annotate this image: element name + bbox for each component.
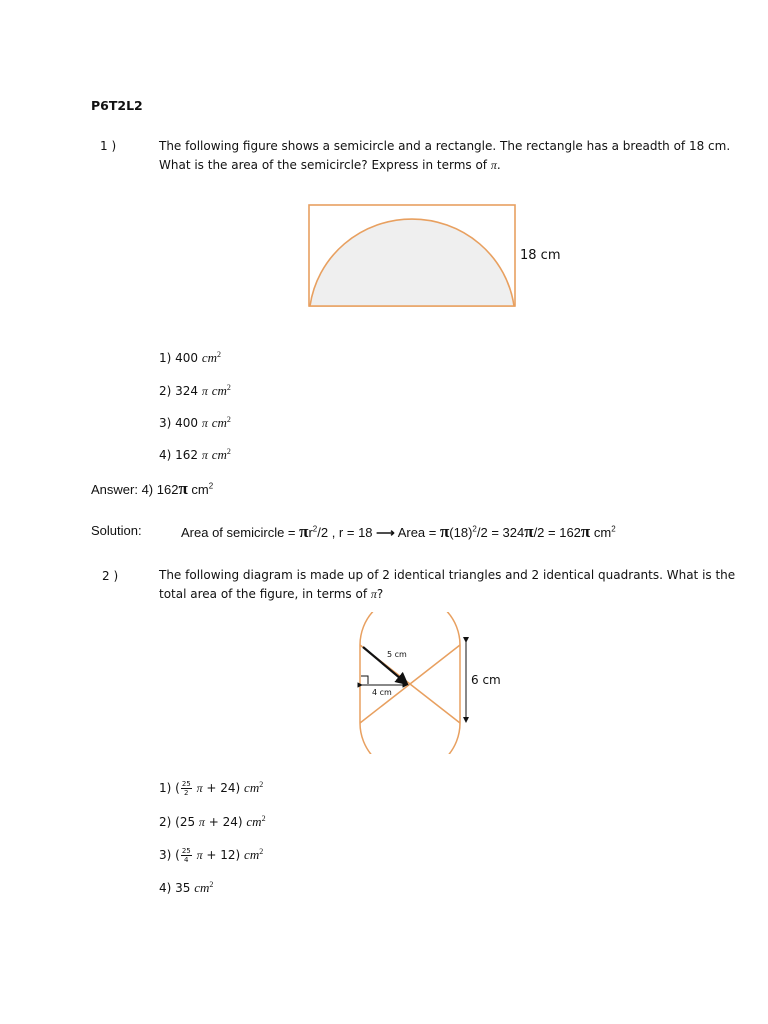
q1-option-3[interactable]: 3) 400 π $cm^2$ [159,415,231,430]
solution-label: Solution: [91,523,142,538]
question-2-text-line-1: The following diagram is made up of 2 identical triangles and 2 identical quadrants. What is the [159,568,736,582]
q2-option-4[interactable]: 4) 35 $cm^2$ [159,880,214,895]
height-label: 6 cm [471,673,501,687]
q2-option-3[interactable]: 3) ( $\frac{25}{4}$ π + 12) $cm^2$ [159,847,264,864]
quadrants-triangles-figure [350,612,510,754]
q2-option-1[interactable]: 1) ( $\frac{25}{2}$ π + 24) $cm^2$ [159,780,264,797]
q1-option-4[interactable]: 4) 162 π $cm^2$ [159,447,231,462]
question-1-text-line-1: The following figure shows a semicircle and a rectangle. The rectangle has a breadth of 18 cm. [159,139,731,153]
question-2-number: 2 ) [102,569,119,583]
question-2-text-line-2: total area of the figure, in terms of π? [159,587,384,601]
question-1-text-line-2: What is the area of the semicircle? Express in terms of π. [159,158,501,172]
q1-option-2[interactable]: 2) 324 π $cm^2$ [159,383,231,398]
top-quadrant-arc [360,612,460,645]
slant-length-label: 5 cm [387,650,407,659]
breadth-label: 18 cm [520,248,561,263]
q1-option-1[interactable]: 1) 400 $cm^2$ [159,350,222,365]
answer-line: Answer: 4) 162π $cm^2$ [91,479,214,498]
question-1-number: 1 ) [100,139,117,153]
q2-option-2[interactable]: 2) (25 π + 24) $cm^2$ [159,814,266,829]
semicircle-rectangle-figure [300,198,570,313]
document-title: P6T2L2 [91,98,143,113]
semicircle-shape [310,219,514,306]
solution-text: Area of semicircle = $\pi r^2/2$ , r = 18 ⟶ Area = $\pi(18)^2/2 = 324\pi/2 = 162\pi$ $cm^2$ [181,522,616,541]
arrow-icon: ⟶ [376,525,395,540]
base-length-label: 4 cm [372,688,392,697]
bottom-quadrant-arc [360,723,460,754]
